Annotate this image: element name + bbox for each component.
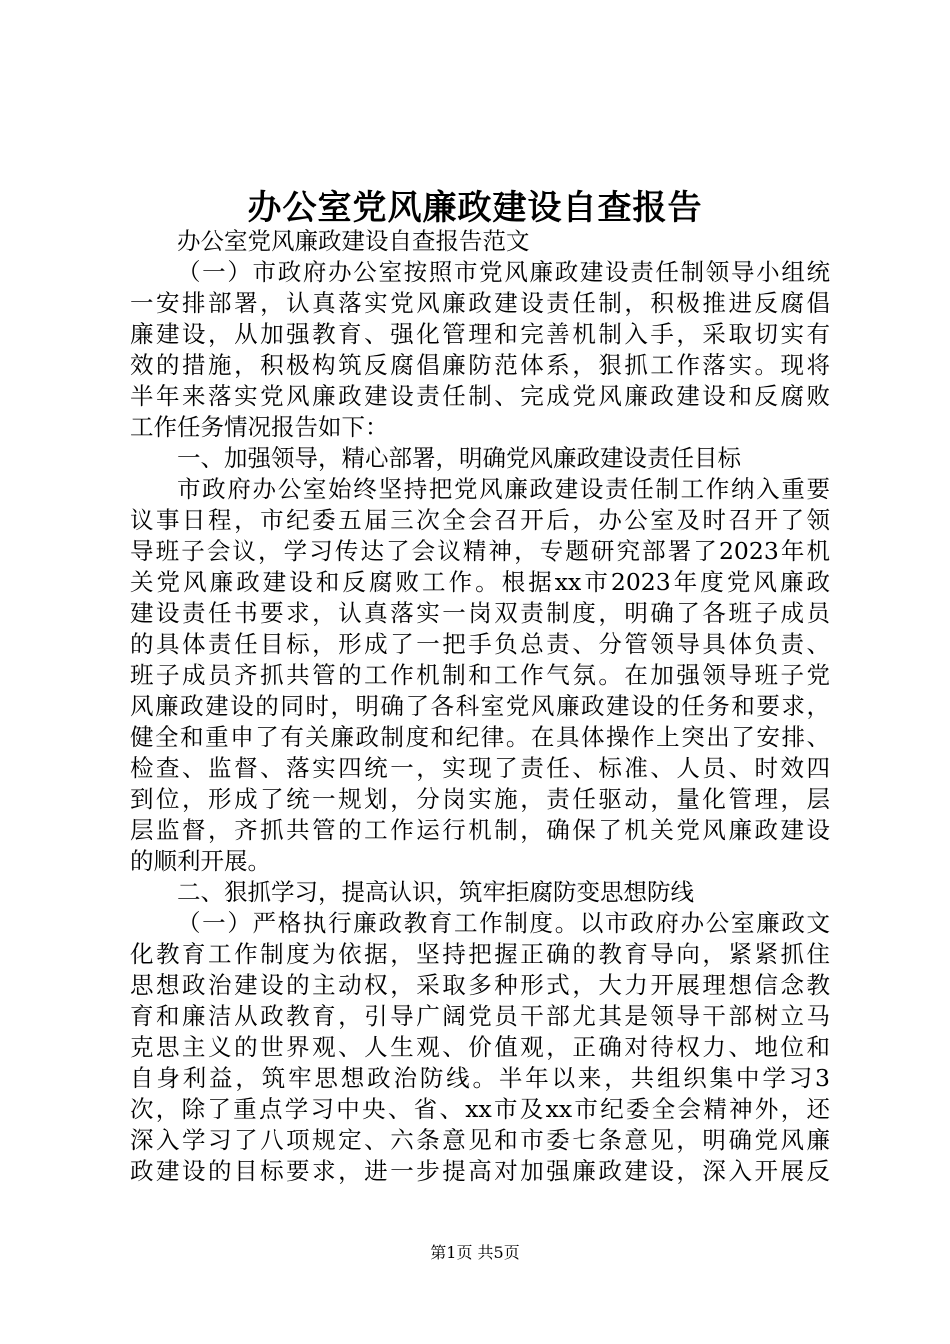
body-text-line: 建设责任书要求，认真落实一岗双责制度，明确了各班子成员	[130, 599, 830, 627]
body-text-line: 化教育工作制度为依据，坚持把握正确的教育导向，紧紧抓住	[130, 940, 830, 968]
document-body	[130, 226, 830, 1187]
body-text-line: 市政府办公室始终坚持把党风廉政建设责任制工作纳入重要	[177, 475, 830, 503]
document-title: 办公室党风廉政建设自查报告	[247, 188, 703, 228]
body-text-line: 二、狠抓学习，提高认识，筑牢拒腐防变思想防线	[177, 878, 694, 906]
body-text-line: 自身利益，筑牢思想政治防线。半年以来，共组织集中学习3	[130, 1064, 830, 1092]
body-text-line: 廉建设，从加强教育、强化管理和完善机制入手，采取切实有	[130, 320, 830, 348]
body-text-line: 的顺利开展。	[130, 847, 271, 875]
body-text-line: 的具体责任目标，形成了一把手负总责、分管领导具体负责、	[130, 630, 830, 658]
body-text-line: 克思主义的世界观、人生观、价值观，正确对待权力、地位和	[130, 1033, 830, 1061]
body-text-line: （一）严格执行廉政教育工作制度。以市政府办公室廉政文	[177, 909, 830, 937]
body-text-line: 办公室党风廉政建设自查报告范文	[177, 227, 530, 255]
body-text-line: 一安排部署，认真落实党风廉政建设责任制，积极推进反腐倡	[130, 289, 830, 317]
body-text-line: （一）市政府办公室按照市党风廉政建设责任制领导小组统	[177, 258, 830, 286]
body-text-line: 班子成员齐抓共管的工作机制和工作气氛。在加强领导班子党	[130, 661, 830, 689]
body-text-line: 检查、监督、落实四统一，实现了责任、标准、人员、时效四	[130, 754, 830, 782]
body-text-line: 层监督，齐抓共管的工作运行机制，确保了机关党风廉政建设	[130, 816, 830, 844]
body-text-line: 到位，形成了统一规划，分岗实施，责任驱动，量化管理，层	[130, 785, 830, 813]
body-text-line: 半年来落实党风廉政建设责任制、完成党风廉政建设和反腐败	[130, 382, 830, 410]
body-text-line: 效的措施，积极构筑反腐倡廉防范体系，狠抓工作落实。现将	[130, 351, 830, 379]
body-text-line: 工作任务情况报告如下：	[130, 413, 389, 441]
body-text-line: 育和廉洁从政教育，引导广阔党员干部尤其是领导干部树立马	[130, 1002, 830, 1030]
body-text-line: 议事日程，市纪委五届三次全会召开后，办公室及时召开了领	[130, 506, 830, 534]
body-text-line: 政建设的目标要求，进一步提高对加强廉政建设，深入开展反	[130, 1157, 830, 1185]
body-text-line: 思想政治建设的主动权，采取多种形式，大力开展理想信念教	[130, 971, 830, 999]
body-text-line: 健全和重申了有关廉政制度和纪律。在具体操作上突出了安排、	[130, 723, 830, 751]
body-text-line: 次，除了重点学习中央、省、xx市及xx市纪委全会精神外，还	[130, 1095, 830, 1123]
body-text-line: 深入学习了八项规定、六条意见和市委七条意见，明确党风廉	[130, 1126, 830, 1154]
page-footer: 第1页 共5页	[430, 1243, 520, 1262]
body-text-line: 一、加强领导，精心部署，明确党风廉政建设责任目标	[177, 444, 741, 472]
body-text-line: 关党风廉政建设和反腐败工作。根据xx市2023年度党风廉政	[130, 568, 830, 596]
body-text-line: 导班子会议，学习传达了会议精神，专题研究部署了2023年机	[130, 537, 830, 565]
body-text-line: 风廉政建设的同时，明确了各科室党风廉政建设的任务和要求，	[130, 692, 830, 720]
